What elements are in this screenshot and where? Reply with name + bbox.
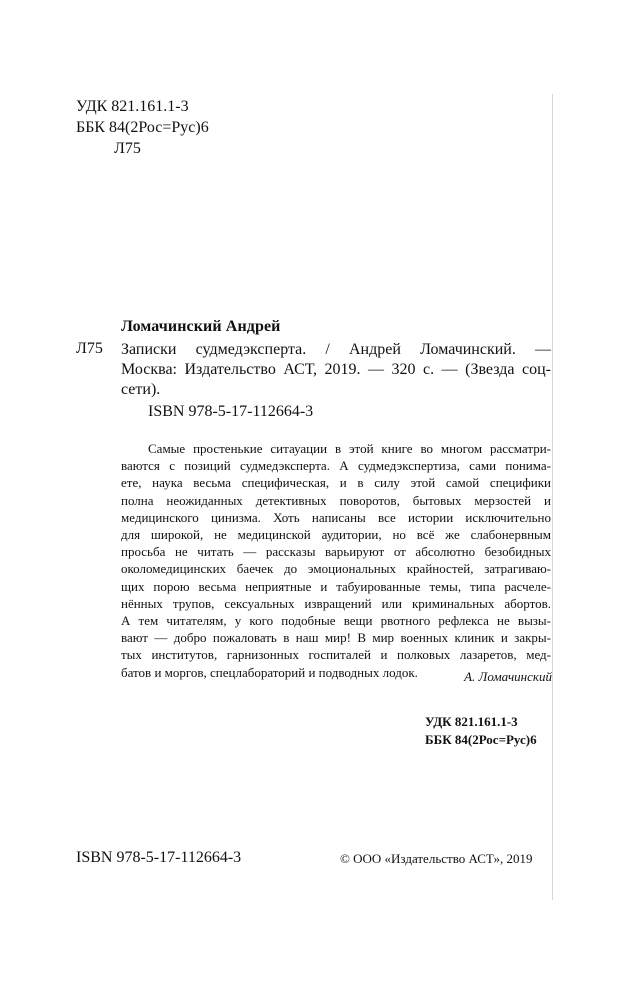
- author-name: Ломачинский Андрей: [121, 318, 281, 335]
- annotation-line: околомедицинских баечек до эмоциональных крайностей, затрагиваю-: [121, 561, 551, 577]
- page-edge-line: [552, 94, 553, 900]
- annotation-line: батов и моргов, спецлабораторий и подводных лодок.: [121, 664, 418, 680]
- annotation-line: ваются с позиций судмедэксперта. А судмедэкспертиза, сами понима-: [121, 458, 551, 474]
- bbk-code-bottom: ББК 84(2Рос=Рус)6: [425, 732, 537, 747]
- annotation-line: нённых трупов, сексуальных извращений или криминальных абортов.: [121, 595, 551, 611]
- udk-code: УДК 821.161.1-3: [76, 98, 189, 115]
- annotation-line: для широкой, не медицинской аудитории, но всё же слабонервным: [121, 527, 551, 543]
- udk-code-bottom: УДК 821.161.1-3: [425, 714, 518, 729]
- annotation-line: полна неожиданных детективных поворотов, бытовых мерзостей и: [121, 492, 551, 508]
- classification-block: [76, 96, 209, 159]
- copyright-notice: © ООО «Издательство АСТ», 2019: [340, 851, 533, 866]
- biblio-line: Записки судмедэксперта. / Андрей Ломачинский. —: [121, 341, 551, 358]
- annotation-line: щих порою весьма неприятные и табуированные темы, типа расчеле-: [121, 578, 551, 594]
- annotation-line: тых институтов, гарнизонных госпиталей и полковых лазаретов, мед-: [121, 647, 551, 663]
- isbn-entry: ISBN 978-5-17-112664-3: [148, 403, 314, 420]
- annotation-signature: А. Ломачинский: [464, 669, 552, 684]
- annotation-line: просьба не читать — рассказы варьируют от абсолютно безобидных: [121, 544, 551, 560]
- annotation-line: ете, наука весьма специфическая, и в силу этой самой специфики: [121, 475, 551, 491]
- bibliographic-description: [121, 340, 551, 400]
- bbk-code: ББК 84(2Рос=Рус)6: [76, 119, 209, 136]
- annotation-line: Самые простенькие ситауации в этой книге во многом рассматри-: [148, 441, 551, 456]
- classification-bottom: [425, 713, 537, 749]
- isbn-footer: ISBN 978-5-17-112664-3: [76, 849, 242, 866]
- author-code: Л75: [76, 340, 103, 357]
- annotation-line: вают — добро пожаловать в наш мир! В мир военных клиник и закры-: [121, 630, 551, 646]
- author-mark: Л75: [114, 140, 141, 157]
- biblio-line: сети).: [121, 381, 161, 398]
- annotation-line: медицинского цинизма. Хоть написаны все истории исключительно: [121, 509, 551, 525]
- annotation-text: [121, 440, 551, 681]
- biblio-line: Москва: Издательство АСТ, 2019. — 320 с. — (Звезда соц-: [121, 361, 551, 378]
- annotation-line: А тем читателям, у кого подобные вещи рвотного рефлекса не вызы-: [121, 613, 551, 629]
